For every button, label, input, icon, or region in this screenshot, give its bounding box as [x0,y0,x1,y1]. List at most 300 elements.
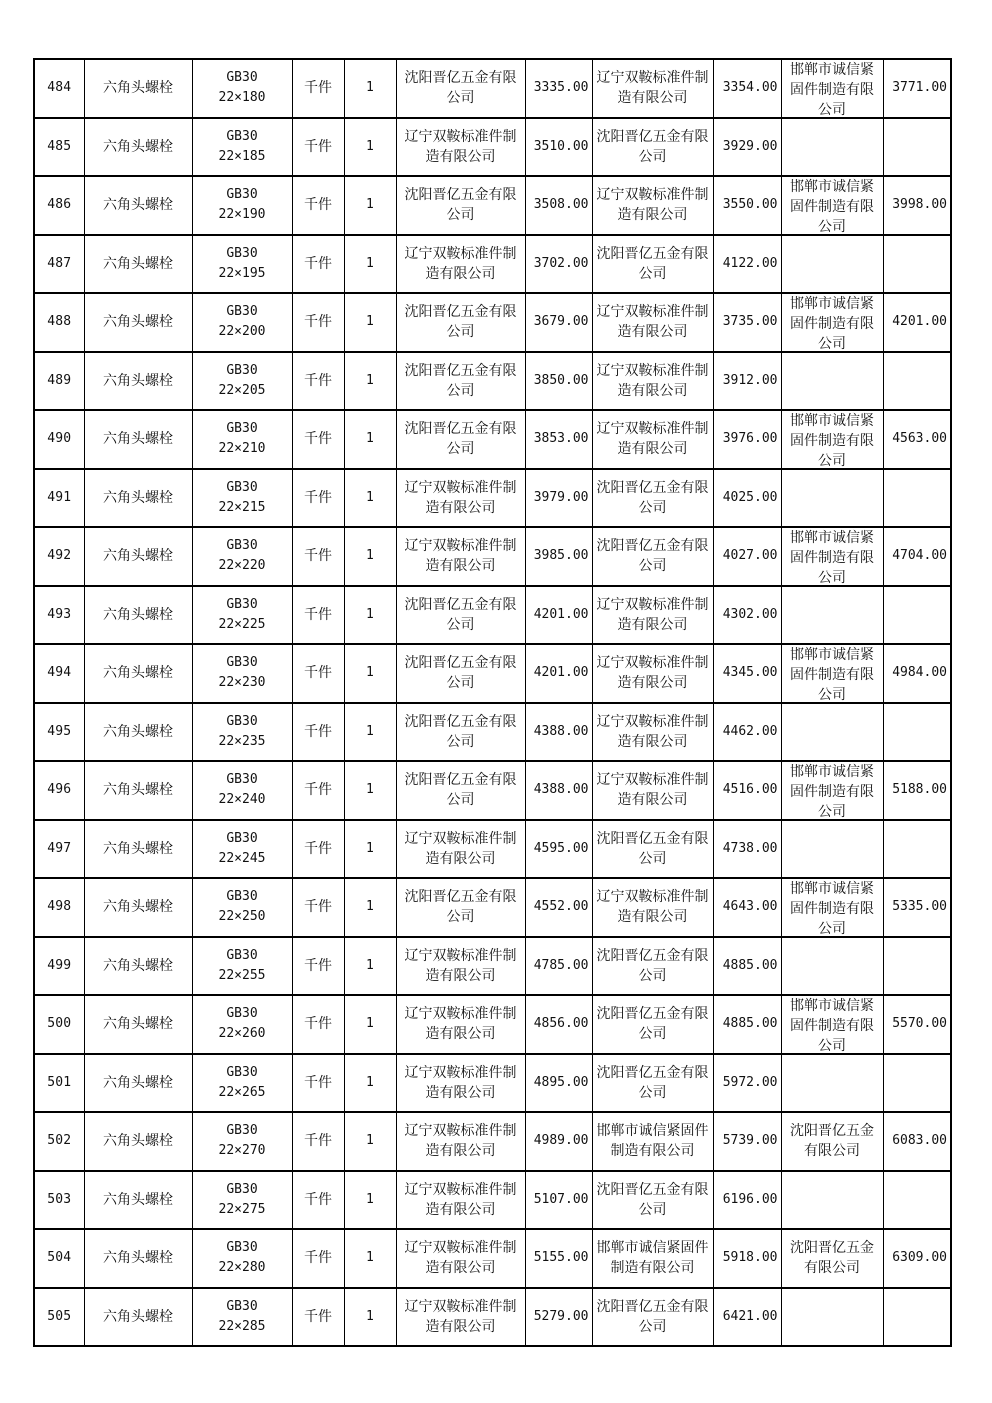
specification-cell [192,527,292,586]
item-number-cell: 489 [34,352,84,411]
price-3-cell: 5570.00 [883,995,951,1054]
spec-standard: GB30 [226,70,258,86]
price-2-cell: 4027.00 [713,527,781,586]
supplier-3-cell [781,820,883,879]
price-3-cell [883,1054,951,1113]
specification-cell [192,878,292,937]
spec-dimension: 22×235 [218,733,266,749]
spec-standard: GB30 [226,1298,258,1314]
supplier-name: 邯郸市诚信紧固件制造有限公司 [790,296,874,351]
product-name-cell: 六角头螺栓 [84,1054,192,1113]
table-row [34,176,951,235]
price-3-cell [883,118,951,177]
table-row [34,469,951,528]
spec-dimension: 22×220 [218,558,266,574]
supplier-2-cell [592,235,713,294]
supplier-name: 辽宁双鞍标准件制造有限公司 [404,479,517,516]
spec-dimension: 22×195 [218,265,266,281]
supplier-2-cell [592,293,713,352]
supplier-2-cell [592,878,713,937]
quantity-cell: 1 [344,703,396,762]
spec-standard: GB30 [226,479,258,495]
quantity-cell: 1 [344,410,396,469]
unit-cell: 千件 [292,995,344,1054]
spec-standard: GB30 [226,655,258,671]
price-3-cell [883,235,951,294]
supplier-1-cell [396,703,525,762]
quantity-cell: 1 [344,527,396,586]
supplier-name: 辽宁双鞍标准件制造有限公司 [404,947,517,984]
supplier-3-cell [781,995,883,1054]
spec-standard: GB30 [226,772,258,788]
specification-cell [192,469,292,528]
specification-cell [192,118,292,177]
supplier-name: 辽宁双鞍标准件制造有限公司 [596,362,709,399]
price-1-cell: 5155.00 [525,1229,592,1288]
item-number-cell: 493 [34,586,84,645]
supplier-1-cell [396,59,525,118]
spec-dimension: 22×215 [218,499,266,515]
supplier-1-cell [396,1171,525,1230]
supplier-name: 沈阳晋亿五金有限公司 [404,421,517,458]
spec-dimension: 22×255 [218,967,266,983]
supplier-name: 邯郸市诚信紧固件制造有限公司 [790,179,874,234]
supplier-3-cell [781,1112,883,1171]
spec-dimension: 22×280 [218,1260,266,1276]
supplier-2-cell [592,59,713,118]
supplier-name: 邯郸市诚信紧固件制造有限公司 [790,764,874,819]
supplier-name: 沈阳晋亿五金有限公司 [596,1298,709,1335]
supplier-name: 辽宁双鞍标准件制造有限公司 [596,596,709,633]
supplier-name: 辽宁双鞍标准件制造有限公司 [596,70,709,107]
supplier-name: 邯郸市诚信紧固件制造有限公司 [790,413,874,468]
price-1-cell: 5107.00 [525,1171,592,1230]
supplier-name: 沈阳晋亿五金有限公司 [404,713,517,750]
price-3-cell: 4704.00 [883,527,951,586]
quantity-cell: 1 [344,878,396,937]
supplier-1-cell [396,1288,525,1347]
table-row [34,878,951,937]
supplier-name: 沈阳晋亿五金有限公司 [404,772,517,809]
supplier-3-cell [781,527,883,586]
specification-cell [192,410,292,469]
supplier-3-cell [781,1054,883,1113]
supplier-3-cell [781,1229,883,1288]
supplier-name: 邯郸市诚信紧固件制造有限公司 [790,881,874,936]
spec-standard: GB30 [226,421,258,437]
product-name-cell: 六角头螺栓 [84,176,192,235]
price-1-cell: 3335.00 [525,59,592,118]
supplier-name: 辽宁双鞍标准件制造有限公司 [596,772,709,809]
supplier-2-cell [592,586,713,645]
quantity-cell: 1 [344,1229,396,1288]
spec-dimension: 22×250 [218,909,266,925]
specification-cell [192,820,292,879]
supplier-3-cell [781,878,883,937]
price-2-cell: 3550.00 [713,176,781,235]
quantity-cell: 1 [344,352,396,411]
spec-dimension: 22×210 [218,441,266,457]
supplier-1-cell [396,1054,525,1113]
supplier-1-cell [396,235,525,294]
supplier-1-cell [396,761,525,820]
supplier-name: 沈阳晋亿五金有限公司 [596,1064,709,1101]
price-2-cell: 6196.00 [713,1171,781,1230]
price-2-cell: 3929.00 [713,118,781,177]
spec-dimension: 22×245 [218,850,266,866]
price-2-cell: 3735.00 [713,293,781,352]
price-3-cell [883,937,951,996]
unit-cell: 千件 [292,176,344,235]
unit-cell: 千件 [292,703,344,762]
specification-cell [192,937,292,996]
price-2-cell: 4885.00 [713,937,781,996]
item-number-cell: 499 [34,937,84,996]
specification-cell [192,59,292,118]
table-row [34,1112,951,1171]
supplier-name: 沈阳晋亿五金有限公司 [404,596,517,633]
supplier-name: 辽宁双鞍标准件制造有限公司 [404,1240,517,1277]
item-number-cell: 486 [34,176,84,235]
table-body [34,59,951,1346]
supplier-1-cell [396,586,525,645]
supplier-name: 沈阳晋亿五金有限公司 [596,128,709,165]
price-1-cell: 3985.00 [525,527,592,586]
product-name-cell: 六角头螺栓 [84,878,192,937]
product-name-cell: 六角头螺栓 [84,118,192,177]
supplier-2-cell [592,1288,713,1347]
supplier-2-cell [592,644,713,703]
specification-cell [192,586,292,645]
supplier-name: 沈阳晋亿五金有限公司 [404,655,517,692]
supplier-name: 邯郸市诚信紧固件制造有限公司 [790,62,874,117]
table-row [34,1229,951,1288]
supplier-name: 辽宁双鞍标准件制造有限公司 [404,1181,517,1218]
price-1-cell: 4552.00 [525,878,592,937]
price-1-cell: 3853.00 [525,410,592,469]
supplier-3-cell [781,410,883,469]
price-1-cell: 4201.00 [525,586,592,645]
item-number-cell: 495 [34,703,84,762]
supplier-name: 沈阳晋亿五金有限公司 [404,70,517,107]
specification-cell [192,176,292,235]
product-name-cell: 六角头螺栓 [84,527,192,586]
supplier-name: 辽宁双鞍标准件制造有限公司 [404,1298,517,1335]
product-name-cell: 六角头螺栓 [84,235,192,294]
supplier-name: 沈阳晋亿五金有限公司 [596,538,709,575]
specification-cell [192,761,292,820]
unit-cell: 千件 [292,586,344,645]
unit-cell: 千件 [292,644,344,703]
price-3-cell [883,469,951,528]
price-2-cell: 4516.00 [713,761,781,820]
supplier-2-cell [592,1171,713,1230]
item-number-cell: 487 [34,235,84,294]
unit-cell: 千件 [292,352,344,411]
price-2-cell: 6421.00 [713,1288,781,1347]
price-3-cell: 6309.00 [883,1229,951,1288]
price-3-cell: 3771.00 [883,59,951,118]
table-row [34,995,951,1054]
table-row [34,1171,951,1230]
spec-dimension: 22×200 [218,324,266,340]
price-1-cell: 5279.00 [525,1288,592,1347]
table-row [34,293,951,352]
item-number-cell: 497 [34,820,84,879]
quantity-cell: 1 [344,761,396,820]
unit-cell: 千件 [292,878,344,937]
product-name-cell: 六角头螺栓 [84,352,192,411]
quantity-cell: 1 [344,1288,396,1347]
supplier-name: 辽宁双鞍标准件制造有限公司 [404,538,517,575]
product-name-cell: 六角头螺栓 [84,469,192,528]
supplier-name: 辽宁双鞍标准件制造有限公司 [596,304,709,341]
specification-cell [192,235,292,294]
supplier-2-cell [592,937,713,996]
product-name-cell: 六角头螺栓 [84,644,192,703]
price-2-cell: 3354.00 [713,59,781,118]
unit-cell: 千件 [292,527,344,586]
supplier-1-cell [396,1112,525,1171]
product-name-cell: 六角头螺栓 [84,410,192,469]
price-3-cell: 6083.00 [883,1112,951,1171]
price-1-cell: 4388.00 [525,703,592,762]
supplier-name: 辽宁双鞍标准件制造有限公司 [596,421,709,458]
table-row [34,410,951,469]
supplier-1-cell [396,410,525,469]
spec-dimension: 22×260 [218,1026,266,1042]
specification-cell [192,703,292,762]
supplier-2-cell [592,1112,713,1171]
price-2-cell: 3912.00 [713,352,781,411]
quantity-cell: 1 [344,820,396,879]
supplier-name: 沈阳晋亿五金有限公司 [404,304,517,341]
supplier-1-cell [396,176,525,235]
spec-standard: GB30 [226,538,258,554]
price-1-cell: 4201.00 [525,644,592,703]
supplier-2-cell [592,469,713,528]
supplier-1-cell [396,352,525,411]
price-3-cell: 3998.00 [883,176,951,235]
supplier-1-cell [396,820,525,879]
supplier-2-cell [592,703,713,762]
quantity-cell: 1 [344,1112,396,1171]
supplier-name: 辽宁双鞍标准件制造有限公司 [596,889,709,926]
table-row [34,352,951,411]
specification-cell [192,1229,292,1288]
specification-cell [192,1054,292,1113]
price-3-cell [883,586,951,645]
table-row [34,586,951,645]
quantity-cell: 1 [344,59,396,118]
quantity-cell: 1 [344,586,396,645]
price-1-cell: 4989.00 [525,1112,592,1171]
price-3-cell: 5188.00 [883,761,951,820]
price-2-cell: 5918.00 [713,1229,781,1288]
spec-dimension: 22×265 [218,1084,266,1100]
unit-cell: 千件 [292,293,344,352]
spec-dimension: 22×285 [218,1318,266,1334]
product-name-cell: 六角头螺栓 [84,820,192,879]
supplier-1-cell [396,293,525,352]
product-name-cell: 六角头螺栓 [84,1288,192,1347]
spec-standard: GB30 [226,1123,258,1139]
item-number-cell: 492 [34,527,84,586]
item-number-cell: 505 [34,1288,84,1347]
spec-standard: GB30 [226,830,258,846]
supplier-name: 辽宁双鞍标准件制造有限公司 [404,1006,517,1043]
supplier-2-cell [592,761,713,820]
product-name-cell: 六角头螺栓 [84,1112,192,1171]
supplier-3-cell [781,761,883,820]
specification-cell [192,1288,292,1347]
bid-price-table [33,58,952,1347]
supplier-name: 沈阳晋亿五金有限公司 [596,947,709,984]
table-row [34,1288,951,1347]
price-1-cell: 3850.00 [525,352,592,411]
supplier-3-cell [781,59,883,118]
supplier-name: 邯郸市诚信紧固件制造有限公司 [790,647,874,702]
spec-standard: GB30 [226,596,258,612]
item-number-cell: 494 [34,644,84,703]
supplier-2-cell [592,820,713,879]
quantity-cell: 1 [344,937,396,996]
supplier-3-cell [781,644,883,703]
price-1-cell: 4785.00 [525,937,592,996]
supplier-name: 辽宁双鞍标准件制造有限公司 [596,713,709,750]
supplier-2-cell [592,352,713,411]
unit-cell: 千件 [292,1171,344,1230]
spec-dimension: 22×185 [218,148,266,164]
item-number-cell: 502 [34,1112,84,1171]
spec-dimension: 22×225 [218,616,266,632]
price-3-cell [883,1288,951,1347]
price-2-cell: 5739.00 [713,1112,781,1171]
spec-standard: GB30 [226,245,258,261]
item-number-cell: 498 [34,878,84,937]
supplier-3-cell [781,293,883,352]
quantity-cell: 1 [344,293,396,352]
supplier-3-cell [781,469,883,528]
supplier-name: 沈阳晋亿五金有限公司 [596,1181,709,1218]
unit-cell: 千件 [292,1229,344,1288]
price-1-cell: 4895.00 [525,1054,592,1113]
quantity-cell: 1 [344,1171,396,1230]
quantity-cell: 1 [344,235,396,294]
unit-cell: 千件 [292,820,344,879]
item-number-cell: 503 [34,1171,84,1230]
supplier-name: 沈阳晋亿五金有限公司 [404,187,517,224]
price-3-cell [883,352,951,411]
item-number-cell: 504 [34,1229,84,1288]
price-1-cell: 4595.00 [525,820,592,879]
spec-standard: GB30 [226,1181,258,1197]
supplier-3-cell [781,1171,883,1230]
price-2-cell: 4302.00 [713,586,781,645]
specification-cell [192,995,292,1054]
supplier-2-cell [592,1054,713,1113]
supplier-3-cell [781,1288,883,1347]
price-1-cell: 3679.00 [525,293,592,352]
item-number-cell: 500 [34,995,84,1054]
price-3-cell: 4984.00 [883,644,951,703]
table-row [34,1054,951,1113]
supplier-name: 辽宁双鞍标准件制造有限公司 [596,187,709,224]
supplier-name: 沈阳晋亿五金有限公司 [404,362,517,399]
supplier-name: 辽宁双鞍标准件制造有限公司 [404,1123,517,1160]
product-name-cell: 六角头螺栓 [84,293,192,352]
specification-cell [192,1112,292,1171]
supplier-2-cell [592,1229,713,1288]
spec-dimension: 22×180 [218,90,266,106]
quantity-cell: 1 [344,1054,396,1113]
spec-standard: GB30 [226,889,258,905]
price-2-cell: 4025.00 [713,469,781,528]
price-2-cell: 3976.00 [713,410,781,469]
price-1-cell: 3979.00 [525,469,592,528]
table-row [34,644,951,703]
unit-cell: 千件 [292,1112,344,1171]
price-1-cell: 3510.00 [525,118,592,177]
supplier-name: 辽宁双鞍标准件制造有限公司 [404,830,517,867]
spec-dimension: 22×230 [218,675,266,691]
supplier-name: 辽宁双鞍标准件制造有限公司 [404,245,517,282]
spec-dimension: 22×190 [218,207,266,223]
supplier-name: 沈阳晋亿五金有限公司 [596,245,709,282]
item-number-cell: 488 [34,293,84,352]
supplier-name: 邯郸市诚信紧固件制造有限公司 [790,998,874,1053]
product-name-cell: 六角头螺栓 [84,937,192,996]
spec-standard: GB30 [226,1240,258,1256]
table-row [34,703,951,762]
table-row [34,527,951,586]
specification-cell [192,644,292,703]
spec-dimension: 22×240 [218,792,266,808]
unit-cell: 千件 [292,1054,344,1113]
supplier-2-cell [592,176,713,235]
supplier-1-cell [396,937,525,996]
supplier-1-cell [396,878,525,937]
price-2-cell: 4738.00 [713,820,781,879]
quantity-cell: 1 [344,118,396,177]
product-name-cell: 六角头螺栓 [84,761,192,820]
supplier-name: 辽宁双鞍标准件制造有限公司 [596,655,709,692]
spec-standard: GB30 [226,713,258,729]
supplier-name: 沈阳晋亿五金有限公司 [596,479,709,516]
price-2-cell: 4122.00 [713,235,781,294]
spec-standard: GB30 [226,304,258,320]
supplier-2-cell [592,995,713,1054]
supplier-2-cell [592,527,713,586]
price-3-cell [883,1171,951,1230]
price-2-cell: 4643.00 [713,878,781,937]
price-1-cell: 4856.00 [525,995,592,1054]
spec-dimension: 22×270 [218,1143,266,1159]
table-row [34,761,951,820]
supplier-1-cell [396,118,525,177]
supplier-1-cell [396,995,525,1054]
spec-standard: GB30 [226,187,258,203]
price-3-cell: 5335.00 [883,878,951,937]
supplier-name: 沈阳晋亿五金有限公司 [790,1123,874,1160]
supplier-name: 辽宁双鞍标准件制造有限公司 [404,128,517,165]
price-2-cell: 4345.00 [713,644,781,703]
price-3-cell [883,820,951,879]
price-3-cell: 4201.00 [883,293,951,352]
supplier-2-cell [592,410,713,469]
spec-dimension: 22×205 [218,382,266,398]
supplier-1-cell [396,469,525,528]
